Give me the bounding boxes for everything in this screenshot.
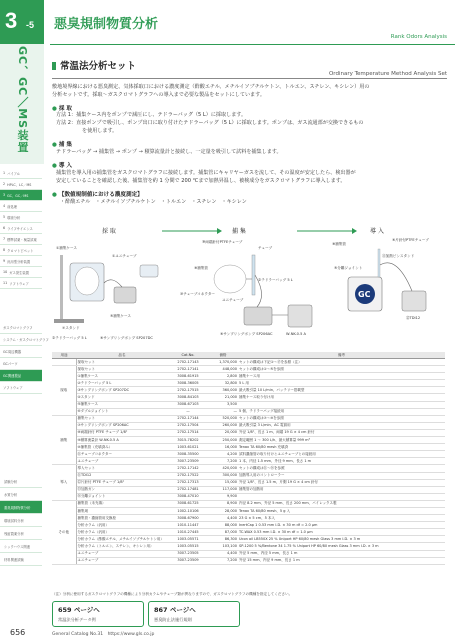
cell-note: 加熱導入用のコントローラー <box>238 472 445 479</box>
ref-desc-1: 常温法分析データ例 <box>58 617 96 622</box>
cell-name: 分析カラム（汎用） <box>76 522 168 529</box>
sampling-case-2 <box>140 265 158 277</box>
cell-note <box>238 493 445 500</box>
nav-item-number: 3 <box>3 193 6 197</box>
col-header-note: 備考 <box>238 352 445 359</box>
nav-item[interactable] <box>0 212 42 223</box>
cell-price: 8,900 <box>208 500 238 507</box>
table-row <box>52 366 445 373</box>
cell-name: ⑪TDI12 <box>76 472 168 479</box>
nav-item-label: HPLC、LC／MS <box>7 182 32 187</box>
table-row <box>52 522 445 529</box>
label-case: ①捕集ケース <box>56 246 78 250</box>
nav3-item[interactable] <box>0 540 42 553</box>
cell-note: 23 G × 5 cm、5 本入 <box>238 515 445 522</box>
cell-name: ユニチューブ <box>76 550 168 557</box>
cell-price: — <box>208 408 238 415</box>
table-footnote: （注）分析に使用するガスクロマトグラフの機種により分析カラムやチューブ類が異なりますので、ガスクロマトグラフの機種を指定してください。 <box>52 592 293 596</box>
subsection-nav <box>0 322 49 394</box>
nav3-item[interactable] <box>0 488 42 501</box>
cell-note: 1 本、内径 1.5 mm、外径 9 mm、長さ 1 m <box>238 458 445 465</box>
cell-name: ユニチューブ <box>76 557 168 564</box>
table-row <box>52 408 445 415</box>
cell-name: 捕集剤 <box>76 507 168 514</box>
nav-item-label: 水質分析 <box>4 492 18 497</box>
cell-price: 15,000 <box>208 479 238 486</box>
chapter-number: 3 <box>5 8 18 33</box>
cell-price: 4,400 <box>208 515 238 522</box>
cell-note: Ucon oil LB550X 25 % Uniport HP 60/80 mesh Glass 3 mm I.D. × 3 m <box>238 536 445 543</box>
cell-price: 86,300 <box>208 536 238 543</box>
product-table <box>52 352 445 565</box>
section-marker <box>52 62 56 70</box>
cell-name: 採取セット <box>76 366 168 373</box>
table-row <box>52 543 445 550</box>
targets-heading: ● 【数値規制値における濃度測定】 <box>52 192 143 198</box>
label-gc-name: ⑫TDI12 <box>406 316 421 320</box>
label-pump2: ⑥サンプリングポンプ SP206AC <box>220 332 273 336</box>
cell-name: ⑤捕集ケース <box>76 401 168 408</box>
nav-item-number: 7 <box>3 237 6 241</box>
cell-price: 28,000 <box>208 507 238 514</box>
table-row <box>52 380 445 387</box>
cell-note: 捕集管の加熱用 <box>238 486 445 493</box>
nav-item[interactable] <box>0 223 42 234</box>
cell-name: 採取セット <box>76 359 168 366</box>
nav-item-label: 残留農薬分析 <box>4 531 24 536</box>
cell-price: 117,000 <box>208 486 238 493</box>
nav-item-number: 11 <box>3 281 8 285</box>
cell-cat: 2702-17142 <box>168 465 208 472</box>
ref-box-1[interactable] <box>52 601 144 627</box>
cell-name: ⑫片針付 PTFE チューブ 1/8" <box>76 479 168 486</box>
cell-price: 88,000 <box>208 522 238 529</box>
label-joint: ⑨両端針付PTFEチューブ <box>202 240 243 244</box>
cell-price: 7,200 <box>208 458 238 465</box>
cell-note: 外径 1/8"、長さ 1 m、両端 19 G × 4 cm 針付 <box>238 429 445 436</box>
cell-name: 分析カラム（トルエン、スチレン、キシレン用） <box>76 543 168 550</box>
cell-cat: 3008-67103 <box>168 401 208 408</box>
side-category-tab[interactable] <box>0 44 44 164</box>
nav-item-label: ライフサイエンス <box>7 226 33 231</box>
nav2-item[interactable] <box>0 322 42 334</box>
chapter-subnumber: -5 <box>26 20 35 30</box>
cell-name: ⑬加熱ガン <box>76 486 168 493</box>
tedlar-bag <box>75 267 99 295</box>
cell-price: 260,000 <box>208 422 238 429</box>
nav-item[interactable] <box>0 201 42 212</box>
cell-name: ユニチューブ <box>76 458 168 465</box>
table-row <box>52 493 445 500</box>
cell-note: 最大吸引量 10 L/min、バッテリー搭載型 <box>238 387 445 394</box>
nav-item-label: ソフトウェア <box>9 281 29 286</box>
cell-note: 5 個、テドラーバッグ接続用 <box>238 408 445 415</box>
cell-price: 16,000 <box>208 444 238 451</box>
label-sep: ⑤分離ジョイント <box>334 266 363 270</box>
table-row <box>52 437 445 444</box>
cell-cat: 3008-35500 <box>168 451 208 458</box>
label-connector: ⑩チューブコネクター <box>180 292 216 296</box>
cell-cat: 2702-17313 <box>168 479 208 486</box>
nav2-item[interactable] <box>0 370 42 382</box>
cell-note: 外径 15 mm、内径 9 mm、長さ 1 m <box>238 557 445 564</box>
cell-note: セットの構成は下記①～⑮を参照（注） <box>238 359 445 366</box>
section-title-text: 常温法分析セット <box>60 61 137 72</box>
table-row <box>52 415 445 422</box>
cell-name: ⑦サンプリングポンプ SP206AC <box>76 422 168 429</box>
trap-tube-2 <box>378 249 380 277</box>
cell-price: 4,200 <box>208 451 238 458</box>
nav-item-number: 5 <box>3 215 6 219</box>
col-header-name: 品名 <box>76 352 168 359</box>
nav-item[interactable] <box>0 179 42 190</box>
cell-cat: 3007-23509 <box>168 557 208 564</box>
label-bag: ②テドラーバッグ 5 L <box>52 336 87 340</box>
cell-name: 捕集管（未充填） <box>76 500 168 507</box>
cell-note: Tenax TA 60/80 mesh 充填済 <box>238 444 445 451</box>
table-row <box>52 387 445 394</box>
nav-item-label: GCパーツ <box>3 362 18 366</box>
nav3-item[interactable] <box>0 553 42 566</box>
tube-1 <box>104 280 122 287</box>
cell-price: 1,370,000 <box>208 359 238 366</box>
page-header <box>0 0 455 44</box>
cell-price: 87,000 <box>208 529 238 536</box>
cell-cat: 1003-05515 <box>168 543 208 550</box>
cell-cat: 2702-17481 <box>168 486 208 493</box>
table-row <box>52 429 445 436</box>
label-bag2: ②テドラーバッグ 5 L <box>258 278 293 282</box>
nav-item-label: GC周辺機器 <box>3 350 22 354</box>
table-row <box>52 536 445 543</box>
label-stand2: ⑪加熱ビンスタンド <box>382 254 415 258</box>
cell-name: ④スタンド <box>76 394 168 401</box>
tedlar-bag-2 <box>214 265 246 293</box>
catalog-info: General Catalog No.31 https://www.gls.co.jp <box>52 632 155 637</box>
stage-inject-label: 導 入 <box>370 228 384 235</box>
nav-item-number: 1 <box>3 171 6 175</box>
table-row <box>52 529 445 536</box>
cell-note: 5 L 用 <box>238 380 445 387</box>
cell-cat: 3008-67900 <box>168 515 208 522</box>
concentrate-line: テドラーバッグ → 捕集管 → ポンプ → 積算流量計と接続し、一定量を吸引して試料を捕集します。 <box>56 149 282 155</box>
stage-concentrate-label: 捕 集 <box>232 228 246 235</box>
cell-cat: 1003-61021 <box>168 444 208 451</box>
table-row <box>52 451 445 458</box>
cell-note: セットの構成は①～⑤を参照 <box>238 366 445 373</box>
nav-item-label: 汎用型分析装置 <box>7 259 31 264</box>
cell-note: SP-1200 5 %/Bentone 34 1.75 % Uniport HP 60/80 mesh Glass 3 mm I.D. × 3 m <box>238 543 445 550</box>
cell-cat: 1010-27445 <box>168 529 208 536</box>
cell-cat: 3008-47010 <box>168 493 208 500</box>
cell-price: 520,000 <box>208 415 238 422</box>
nav2-item[interactable] <box>0 358 42 370</box>
cell-name: ⑩捕集管（充填済み） <box>76 444 168 451</box>
cell-price: 7,200 <box>208 557 238 564</box>
label-injector-joint: ⑥片針付PTFEチューブ <box>392 238 429 242</box>
page-title-en: Rank Odors Analysis <box>390 34 447 40</box>
nav-item-number: 8 <box>3 248 6 252</box>
ref-page-2: 867 ページへ <box>154 606 196 614</box>
group-label: 採取 <box>52 366 76 416</box>
nav-item-label: 環境試料分析 <box>4 518 24 523</box>
label-tube-a: チューブ <box>258 246 273 250</box>
cell-price: 250,000 <box>208 437 238 444</box>
cell-name: ⑨積算流量計 W-NK-0.5 A <box>76 437 168 444</box>
cell-price: 20,000 <box>208 429 238 436</box>
label-tube1: ①ユニチューブ <box>112 254 137 258</box>
apparatus-diagram <box>52 225 447 345</box>
cell-cat: 2702-17143 <box>168 359 208 366</box>
cell-price: 360,000 <box>208 387 238 394</box>
cell-name: ①捕集ケース <box>76 373 168 380</box>
table-row <box>52 373 445 380</box>
cell-note: 内径 8.2 mm、外径 5 mm、長さ 200 mm、パイレックス製 <box>238 500 445 507</box>
nav-item[interactable] <box>0 256 42 267</box>
cell-name: ⑪チューブコネクター <box>76 451 168 458</box>
table-row <box>52 507 445 514</box>
arrow-2-head <box>352 228 357 234</box>
cell-cat: 3008-61725 <box>168 500 208 507</box>
section-divider <box>52 78 447 79</box>
cell-name: ⑭分離ジョイント <box>76 493 168 500</box>
table-row <box>52 401 445 408</box>
label-trap2: ⑧捕集管 <box>332 242 347 246</box>
nav-item-label: GC、GC／MS <box>7 193 29 198</box>
nav-item-label: 環境分析 <box>7 215 21 220</box>
cell-cat: 1003-05571 <box>168 536 208 543</box>
intro-line-1: 敷地境界線における悪臭測定、気体採取口における濃度測定（酢酸エチル、メチルイソブチルケトン、トルエン、スチレン、キシレン）用の <box>52 84 370 90</box>
nav3-item[interactable] <box>0 527 42 540</box>
cell-note: 捕集ケース用 <box>238 373 445 380</box>
table-row <box>52 557 445 564</box>
cell-cat: 2702-17144 <box>168 415 208 422</box>
stand-pole <box>60 255 63 321</box>
nav3-item[interactable] <box>0 501 42 514</box>
nav2-item[interactable] <box>0 334 49 346</box>
stage-sampling-label: 採 取 <box>102 228 116 235</box>
inject-line-1: 捕集管を導入用の捕集管をガスクロマトグラフに接続します。捕集管にキャリヤーガスを流して、その温度が安定したら、検出器が <box>56 170 356 176</box>
nav-item-number: 10 <box>3 270 8 274</box>
cell-note: 外径 1/8"、長さ 1.5 m、片側 19 G × 4 cm 針付 <box>238 479 445 486</box>
nav-item-label: ガス発生装置 <box>9 270 29 275</box>
cell-name: ⑥ダブルジョイント <box>76 408 168 415</box>
cell-cat: 2702-17522 <box>168 472 208 479</box>
nav-item[interactable] <box>0 278 42 289</box>
cell-name: 分析カラム（酢酸エチル、メチルイソブチルケトン用） <box>76 536 168 543</box>
cell-name: 捕集管・濃縮管用交換栓 <box>76 515 168 522</box>
nav-item-label: システム・ガスクロマトグラフ <box>3 338 49 342</box>
nav-item[interactable] <box>0 234 42 245</box>
cell-name: ③サンプリングポンプ SP207DC <box>76 387 168 394</box>
nav-item-label: 悪臭規制物質分析 <box>4 505 31 510</box>
nav3-item[interactable] <box>0 475 42 488</box>
intro-line-2: 分析セットです。採取～ガスクロマトグラフへの導入まで必要な製品をセットにしています。 <box>52 92 265 98</box>
ref-desc-2: 悪臭防止法施行規則 <box>154 617 192 622</box>
label-trap: ⑧捕集管 <box>194 266 209 270</box>
nav-item-number: 2 <box>3 182 6 186</box>
cell-price: 4,400 <box>208 550 238 557</box>
cell-note: セットの構成は⑪～⑯を参照 <box>238 465 445 472</box>
trap-tube <box>252 255 255 295</box>
cell-cat: 2702-17515 <box>168 387 208 394</box>
table-row <box>52 465 445 472</box>
cell-note: Tenax TA 60/80 mesh、5 g 入 <box>238 507 445 514</box>
cell-note: 試料濃縮管の取り付けとユニチューブとの接続用 <box>238 451 445 458</box>
nav-item-label: 標準試薬・検量試薬 <box>7 237 37 242</box>
cell-price: 3,500 <box>208 401 238 408</box>
table-row <box>52 394 445 401</box>
label-stand: ⑦スタンド <box>62 326 80 330</box>
section-title <box>52 58 136 72</box>
cell-note: 測定範囲 1 ～ 300 L/h、最大積算量 999 m³ <box>238 437 445 444</box>
nav2-item[interactable] <box>0 346 42 358</box>
section-title-en: Ordinary Temperature Method Analysis Set <box>328 71 447 77</box>
nav-item-label: 試験分析 <box>4 479 18 484</box>
label-case2: ⑤捕集ケース <box>110 314 132 318</box>
table-row <box>52 486 445 493</box>
cell-cat: 2702-17514 <box>168 429 208 436</box>
table-row <box>52 479 445 486</box>
col-header-use: 用途 <box>52 352 76 359</box>
nav2-item[interactable] <box>0 382 42 394</box>
cell-cat: — <box>168 408 208 415</box>
cell-name: ⑧両端針付 PTFE チューブ 1/8" <box>76 429 168 436</box>
cell-cat: 3015-78202 <box>168 437 208 444</box>
nav-item-label: 前処理 <box>7 204 17 209</box>
nav-item-label: 材料関連試験 <box>4 557 24 562</box>
nav-item[interactable] <box>0 267 42 278</box>
cell-note <box>238 401 445 408</box>
sampling-line-2: 方法 2：直接ポンプで吸引し、ポンプ出口に取り付けたテドラーバッグ（5 L）に採取します。ポンプは、ガス流通部が交換できるもの <box>56 120 364 126</box>
nav-item[interactable] <box>0 168 42 179</box>
table-row <box>52 458 445 465</box>
table-row <box>52 422 445 429</box>
chapter-nav <box>0 168 42 289</box>
col-header-cat: Cat.No. <box>168 352 208 359</box>
nav-item[interactable] <box>0 190 42 201</box>
concentrate-heading: ● 捕 集 <box>52 142 72 148</box>
label-pump1: ⑥サンプリングポンプ SP207DC <box>100 336 153 340</box>
header-divider <box>50 44 455 45</box>
inject-line-2: 安定していることを確認した後、捕集管を約 1 分間で 200 ℃まで加熱昇温し、被検成分をガスクロマトグラフに導入します。 <box>56 178 346 184</box>
gc-logo-text: GC <box>358 290 371 299</box>
cell-name: 導入セット <box>76 465 168 472</box>
flow-meter <box>288 305 312 327</box>
cell-note: 外径 5 mm、内径 5 mm、長さ 1 m <box>238 550 445 557</box>
cell-name: ②テドラーバッグ 5 L <box>76 380 168 387</box>
cell-price: 448,000 <box>208 366 238 373</box>
nav3-item[interactable] <box>0 514 42 527</box>
cell-cat: 1010-11447 <box>168 522 208 529</box>
cell-cat: 2702-17141 <box>168 366 208 373</box>
cell-cat: 3008-61915 <box>168 373 208 380</box>
cell-price: 300,000 <box>208 472 238 479</box>
cell-note: TC-WAX 0.53 mm I.D. × 30 m df = 1.0 μm <box>238 529 445 536</box>
nav-item-label: GC関連製品 <box>3 374 22 378</box>
cell-price: 103,100 <box>208 543 238 550</box>
cell-price: 2,800 <box>208 373 238 380</box>
table-row <box>52 550 445 557</box>
stand-base <box>54 319 84 323</box>
col-header-price: 価格 <box>208 352 238 359</box>
inject-heading: ● 導 入 <box>52 163 72 169</box>
cell-cat: 2702-17504 <box>168 422 208 429</box>
sampling-heading: ● 採 取 <box>52 106 72 112</box>
arrow-1-head <box>217 228 222 234</box>
cell-cat: 3007-23509 <box>168 458 208 465</box>
ref-page-1: 659 ページへ <box>58 606 100 614</box>
page-number: 656 <box>10 628 26 637</box>
nav-item-number: 6 <box>3 226 6 230</box>
chapter-badge <box>0 0 44 44</box>
group-label: 導入 <box>52 465 76 500</box>
nav-item-label: ソフトウェア <box>3 386 23 390</box>
nav-item[interactable] <box>0 245 42 256</box>
nav-item-number: 4 <box>3 204 6 208</box>
tdi12-controller <box>402 291 426 311</box>
nav-item-label: シックハウス関連 <box>4 544 31 549</box>
cell-price: 32,800 <box>208 380 238 387</box>
nav-item-number: 9 <box>3 259 6 263</box>
nav-item-label: ガスクロマトグラフ <box>3 326 33 330</box>
side-category-label: GC、GC／MS装置 <box>16 46 29 154</box>
label-uni2: ユニチューブ <box>222 298 244 302</box>
page-title: 悪臭規制物質分析 <box>54 17 159 32</box>
nav-item-label: クロマトピペット <box>7 248 34 253</box>
cell-note: セットの構成は⑦～⑩を参照 <box>238 415 445 422</box>
cell-price: 9,900 <box>208 493 238 500</box>
group-label: その他 <box>52 500 76 564</box>
cell-name: 分析カラム（汎用） <box>76 529 168 536</box>
table-row <box>52 515 445 522</box>
cell-cat: 1002-10106 <box>168 507 208 514</box>
pump-sp207dc <box>114 287 136 303</box>
cell-price: 21,000 <box>208 394 238 401</box>
cell-cat: 3008-84103 <box>168 394 208 401</box>
group-label: 捕集 <box>52 415 76 465</box>
label-meter: W-NK-0.5 A <box>286 332 306 336</box>
table-row <box>52 472 445 479</box>
tube-3 <box>380 263 412 291</box>
cell-name: 捕集セット <box>76 415 168 422</box>
table-row <box>52 444 445 451</box>
nav-item-label: バイアル <box>7 171 21 176</box>
pump-sp206ac <box>244 307 272 325</box>
targets-list: ・酢酸エチル ・メチルイソブチルケトン ・トルエン ・スチレン ・キシレン <box>60 199 247 205</box>
cell-cat: 3008-36005 <box>168 380 208 387</box>
table-row <box>52 500 445 507</box>
sampling-line-1: 方法 1：捕集ケース内をポンプで減圧にし、テドラーバッグ（5 L）に採取します。 <box>56 112 247 118</box>
cell-price: 420,000 <box>208 465 238 472</box>
cell-note: 最大吸引量 3 L/min、AC 電源用 <box>238 422 445 429</box>
table-row <box>52 359 445 366</box>
sampling-line-3: を使用します。 <box>82 128 118 134</box>
cell-cat: 3007-23505 <box>168 550 208 557</box>
cell-note: 捕集ケース取り付け用 <box>238 394 445 401</box>
ref-box-2[interactable] <box>148 601 240 627</box>
cell-note: InertCap 1 0.53 mm I.D. × 30 m df = 2.0 μm <box>238 522 445 529</box>
topic-nav <box>0 475 42 566</box>
group-label <box>52 359 76 366</box>
